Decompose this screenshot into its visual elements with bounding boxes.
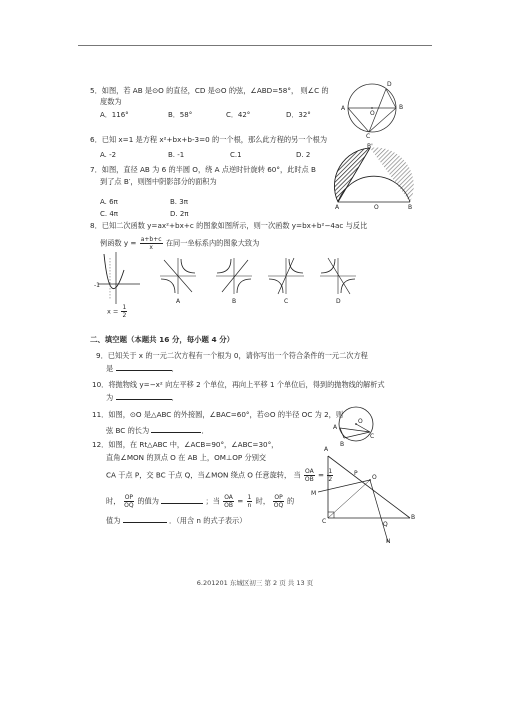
q5-option-c: C．42°	[226, 111, 251, 119]
q8-axis-frac-num: 1	[122, 304, 127, 311]
q12-label-q: Q	[383, 521, 388, 528]
q12-f2-den: 2	[328, 476, 333, 483]
question-8-text-2	[100, 236, 259, 251]
q12-f1-num: OA	[304, 468, 314, 475]
question-11-text: 11．如图，⊙O 是△ABC 的外接圆，∠BAC=60°，若⊙O 的半径 OC 为 2，则	[92, 410, 344, 419]
q8-fraction	[140, 236, 163, 251]
q12-f2-num: 1	[328, 468, 333, 475]
q9-prefix: 是	[106, 364, 114, 373]
q8-tick-neg1: -1	[94, 282, 100, 289]
q8-axis-fraction	[121, 304, 127, 319]
header-rule	[78, 45, 432, 46]
q12-f3-den: OQ	[124, 502, 134, 509]
q12-eq-2: =	[237, 496, 244, 506]
q8-graph-d	[318, 256, 358, 296]
question-12-line-5	[106, 516, 246, 526]
q6-option-a: A. -2	[100, 151, 117, 159]
q8-axis-x-equals: x =	[107, 307, 119, 316]
q8-suffix: 在同一坐标系内的图象大致为	[165, 238, 260, 248]
q5-label-c: C	[366, 133, 371, 140]
q12-label-a: A	[324, 446, 329, 453]
question-5-text-2: 度数为	[100, 97, 122, 106]
q12-f6-den: OQ	[273, 502, 284, 509]
q8-frac-numerator: a+b+c	[140, 236, 162, 243]
q12-line5-value: 值为	[106, 516, 121, 525]
q11-prefix: 弦 BC 的长为	[106, 426, 150, 435]
q10-answer-blank[interactable]	[116, 399, 172, 400]
q7-label-b: B	[408, 204, 413, 211]
q12-triangle-figure	[318, 446, 418, 546]
q5-label-d: D	[387, 81, 392, 88]
question-9-text: 9．已知关于 x 的一元二次方程有一个根为 0，请你写出一个符合条件的一元二次方程	[96, 351, 368, 360]
question-12-line-3	[106, 468, 334, 483]
q12-f5-den: n	[247, 502, 252, 509]
q12-answer-blank-1[interactable]	[161, 503, 203, 504]
q12-f1-den: OB	[304, 476, 314, 483]
q7-option-c: C. 4π	[100, 210, 119, 218]
section-2-heading: 二、填空题（本题共 16 分，每小题 4 分）	[90, 335, 234, 344]
q11-answer-blank[interactable]	[151, 432, 201, 433]
q12-f4-den: OB	[224, 502, 233, 509]
q5-circle-figure	[336, 78, 408, 138]
question-11-text-2: 弦 BC 的长为 ．	[106, 426, 209, 435]
q12-f5-num: 1	[247, 494, 252, 501]
q12-label-c: C	[322, 518, 327, 525]
question-7-text-2: 到了点 B′，则图中阴影部分的面积为	[100, 177, 217, 186]
q5-option-b: B．58°	[168, 111, 193, 119]
q12-line4-when: 时，	[106, 496, 121, 506]
q8-graph-label-c: C	[284, 298, 289, 305]
q8-axis-note	[107, 304, 128, 319]
q12-answer-blank-2[interactable]	[123, 522, 167, 523]
q11-label-b: B	[340, 441, 345, 448]
q12-label-m: M	[311, 490, 317, 497]
q7-label-o: O	[374, 204, 379, 211]
question-7-text: 7．如图，直径 AB 为 6 的半圆 O，绕 A 点逆时针旋转 60°，此时点 B	[90, 165, 316, 174]
q10-prefix: 为	[106, 393, 114, 402]
q12-line4-of: 的	[287, 496, 295, 506]
q12-line4-value: 的值为	[137, 496, 159, 506]
q6-option-d: D. 2	[296, 151, 311, 159]
q12-label-o: O	[372, 474, 377, 481]
q7-label-a: A	[335, 204, 340, 211]
question-9-text-2: 是 ．	[106, 364, 179, 373]
q12-line3-text: CA 于点 P，交 BC 于点 Q，当∠MON 绕点 O 任意旋转，	[106, 470, 292, 480]
q7-label-b-prime: B'	[367, 143, 373, 150]
q12-line4-when-2: ；当	[205, 496, 220, 506]
q12-frac-oa-ob-1	[304, 468, 315, 483]
q11-label-a: A	[333, 424, 338, 431]
q8-graph-label-d: D	[336, 298, 341, 305]
q8-graph-label-b: B	[232, 298, 237, 305]
q11-label-c: C	[370, 433, 375, 440]
question-12-line-1: 12．如图，在 Rt△ABC 中，∠ACB=90°，∠ABC=30°，	[92, 440, 279, 449]
q5-label-b: B	[399, 104, 404, 111]
q8-frac-denominator: x	[149, 244, 153, 251]
q12-label-p: P	[354, 470, 358, 477]
q12-label-n: N	[386, 538, 391, 545]
q5-option-a: A．116°	[100, 111, 129, 119]
q8-axis-frac-den: 2	[122, 312, 127, 319]
question-12-line-4	[106, 494, 294, 509]
q12-f3-num: OP	[124, 494, 134, 501]
question-10-text: 10．将抛物线 y=−x² 向左平移 2 个单位，再向上平移 1 个单位后，得到的抛物线的解析式	[92, 380, 385, 389]
q9-answer-blank[interactable]	[116, 370, 172, 371]
q6-option-b: B. -1	[168, 151, 185, 159]
q12-frac-op-oq-1	[124, 494, 134, 509]
question-12-line-2: 直角∠MON 的顶点 O 在 AB 上，OM⊥OP 分别交	[106, 453, 267, 462]
q8-graph-a	[158, 256, 198, 296]
question-10-text-2: 为 ．	[106, 393, 179, 402]
q7-option-d: D. 2π	[170, 210, 189, 218]
q8-graph-label-a: A	[176, 298, 181, 305]
q12-frac-one-over-n	[247, 494, 253, 509]
q5-option-d: D．32°	[286, 111, 311, 119]
question-8-text: 8．已知二次函数 y=ax²+bx+c 的图象如图所示，则一次函数 y=bx+b²−4ac 与反比	[90, 221, 368, 230]
q8-graph-c	[266, 256, 306, 296]
q12-f4-num: OA	[224, 494, 233, 501]
question-6-text: 6．已知 x=1 是方程 x²+bx+b-3=0 的一个根，那么此方程的另一个根为	[90, 135, 328, 144]
page-footer: 6.201201 东城区初三 第 2 页 共 13 页	[196, 579, 314, 587]
q12-line5-note: ．（用含 n 的式子表示）	[168, 516, 247, 525]
q8-graph-b	[214, 256, 254, 296]
q12-line4-then: 时，	[255, 496, 271, 506]
q7-option-a: A. 6π	[100, 198, 118, 206]
q8-prefix: 例函数 y =	[100, 238, 137, 248]
q5-label-o: O	[370, 110, 375, 117]
q12-label-b: B	[411, 514, 416, 521]
question-5-text: 5．如图，若 AB 是⊙O 的直径，CD 是⊙O 的弦，∠ABD=58°， 则∠C 的	[90, 86, 329, 95]
q7-semicircle-figure	[328, 142, 416, 210]
q12-line3-when: 当	[293, 470, 301, 480]
q12-frac-op-oq-2	[273, 494, 283, 509]
q12-f6-num: OP	[274, 494, 283, 501]
q7-option-b: B. 3π	[170, 198, 188, 206]
q11-label-o: O	[358, 418, 363, 425]
q6-option-c: C.1	[230, 151, 242, 159]
q12-frac-oa-ob-2	[223, 494, 234, 509]
q12-eq-1: =	[318, 470, 325, 480]
q5-label-a: A	[341, 105, 346, 112]
q8-parabola-graph	[96, 250, 142, 306]
